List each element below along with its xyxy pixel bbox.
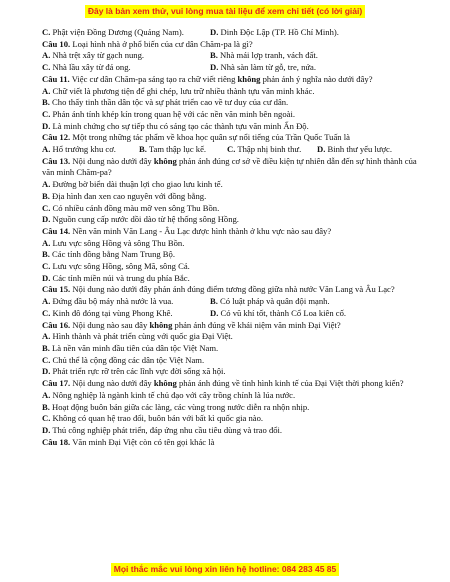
emphasis-text: không (153, 155, 177, 166)
question-11 (42, 74, 422, 86)
options-row (42, 144, 422, 156)
question-12 (42, 132, 422, 144)
option-label: C. (42, 413, 51, 424)
option-label: A. (42, 237, 51, 248)
emphasis-text: không (237, 73, 261, 84)
options-row (42, 62, 422, 74)
option-text: Chủ thể là cộng đồng các dân tộc Việt Nam. (52, 354, 205, 365)
option-b (42, 343, 422, 355)
question-number: Câu 10. (42, 38, 71, 49)
option-text: Là nền văn minh đầu tiên của dân tộc Việt Nam. (52, 342, 219, 353)
question-18 (42, 437, 422, 449)
option-label: A. (42, 50, 51, 61)
option-text: Có nhiều cánh đồng màu mỡ ven sông Thu Bồn. (52, 202, 220, 213)
option-text: Hổ trướng khu cơ. (52, 144, 116, 155)
option-text: Các tỉnh đồng bằng Nam Trung Bộ. (52, 249, 175, 260)
question-13 (42, 156, 422, 179)
question-content (42, 27, 422, 448)
option-label: B. (210, 296, 218, 307)
question-text: Nội dung nào dưới đây phản ánh đúng điểm tương đồng giữa nhà nước Văn Lang và Âu Lạc? (72, 284, 395, 295)
option-text: Nguồn cung cấp nước dồi dào từ hệ thống sông Hồng. (52, 214, 239, 225)
question-text: Nội dung nào dưới đây (72, 155, 154, 166)
question-10 (42, 39, 422, 51)
option-label: D. (210, 307, 219, 318)
option-label: C. (42, 202, 51, 213)
preview-notice-banner (0, 4, 450, 18)
option-c (42, 413, 422, 425)
option-text: Hình thành và phát triển cùng với quốc gia Đại Việt. (52, 331, 233, 342)
hotline-banner (0, 562, 450, 576)
option-text: Địa hình đan xen cao nguyên với đồng bằng. (52, 190, 207, 201)
option-text: Cho thấy tinh thần dân tộc và sự phát triển cao về tư duy của cư dân. (52, 97, 289, 108)
option-text: Nông nghiệp là ngành kinh tế chủ đạo với cây trồng chính là lúa nước. (52, 389, 296, 400)
option-text: Chữ viết là phương tiện để ghi chép, lưu trữ nhiều thành tựu văn minh khác. (52, 85, 315, 96)
option-label: B. (42, 190, 50, 201)
emphasis-text: không (149, 319, 173, 330)
preview-notice-text: Đây là bản xem thử, vui lòng mua tài liệu để xem chi tiết (có lời giải) (85, 5, 365, 18)
option-text: Thủ công nghiệp phát triển, đáp ứng nhu cầu tiêu dùng và trao đổi. (52, 424, 283, 435)
option-b (42, 97, 422, 109)
option-c (42, 109, 422, 121)
option-d (42, 366, 422, 378)
question-number: Câu 17. (42, 378, 71, 389)
question-text: phản ánh ý nghĩa nào dưới đây? (260, 73, 373, 84)
option-label: C. (227, 144, 236, 155)
option-label: D. (42, 272, 51, 283)
option-text: Là minh chứng cho sự tiếp thu có sáng tạo các thành tựu văn minh Ấn Độ. (52, 120, 309, 131)
option-label: C. (42, 27, 51, 37)
option-label: C. (42, 108, 51, 119)
option-label: B. (139, 144, 147, 155)
option-text: Nhà sàn làm từ gỗ, tre, nứa. (220, 62, 316, 73)
option-text: Dinh Độc Lập (TP. Hồ Chí Minh). (220, 27, 339, 37)
option-text: Nhà trệt xây từ gạch nung. (52, 50, 145, 61)
option-a (42, 331, 422, 343)
question-number: Câu 13. (42, 155, 71, 166)
option-label: C. (42, 307, 51, 318)
option-b (42, 402, 422, 414)
option-c (42, 355, 422, 367)
option-label: B. (210, 50, 218, 61)
option-label: A. (42, 296, 51, 307)
option-text: Đường bờ biển dài thuận lợi cho giao lưu kinh tế. (52, 179, 223, 190)
question-text: phản ánh đúng cơ sở về điều kiện tự nhiên dẫn đến sự hình thành của văn minh Chăm-pa? (42, 155, 417, 178)
question-text: Văn minh Đại Việt còn có tên gọi khác là (72, 436, 215, 447)
option-c (42, 203, 422, 215)
option-label: D. (42, 366, 51, 377)
option-a (42, 179, 422, 191)
option-text: Binh thư yếu lược. (327, 144, 392, 155)
question-number: Câu 15. (42, 284, 71, 295)
option-d (42, 273, 422, 285)
option-label: D. (317, 144, 326, 155)
question-number: Câu 16. (42, 319, 71, 330)
option-label: A. (42, 144, 51, 155)
question-14 (42, 226, 422, 238)
options-row (42, 308, 422, 320)
option-label: D. (210, 62, 219, 73)
question-number: Câu 12. (42, 132, 71, 143)
question-text: Việc cư dân Chăm-pa sáng tạo ra chữ viết riêng (71, 73, 238, 84)
question-text: Nội dung nào sau đây (72, 319, 150, 330)
option-text: Tam thập lục kế. (148, 144, 207, 155)
option-label: B. (42, 401, 50, 412)
option-text: Nhà mái lợp tranh, vách đất. (220, 50, 318, 61)
question-text: phản ánh đúng về khái niệm văn minh Đại Việt? (172, 319, 341, 330)
option-label: A. (42, 389, 51, 400)
option-text: Thập nhị binh thư. (237, 144, 302, 155)
question-15 (42, 284, 422, 296)
previous-question-options (42, 27, 422, 39)
option-label: D. (210, 27, 219, 37)
option-label: A. (42, 179, 51, 190)
option-d (42, 214, 422, 226)
option-c (42, 261, 422, 273)
option-b (42, 191, 422, 203)
option-text: Nhà lầu xây từ đá ong. (52, 62, 131, 73)
option-text: Có luật pháp và quân đội mạnh. (220, 296, 330, 307)
option-text: Phản ánh tính khép kín trong quan hệ với các nền văn minh bên ngoài. (52, 108, 296, 119)
option-text: Phát triển rực rỡ trên các lĩnh vực đời sống xã hội. (52, 366, 226, 377)
option-label: C. (42, 354, 51, 365)
option-text: Lưu vực sông Hồng và sông Thu Bồn. (52, 237, 185, 248)
option-b (42, 249, 422, 261)
question-number: Câu 14. (42, 225, 71, 236)
option-label: D. (42, 424, 51, 435)
question-text: Nội dung nào dưới đây (72, 378, 154, 389)
hotline-text: Mọi thắc mắc vui lòng xin liên hệ hotline: 084 283 45 85 (111, 563, 340, 576)
question-number: Câu 18. (42, 436, 71, 447)
option-text: Lưu vực sông Hồng, sông Mã, sông Cả. (52, 261, 190, 272)
option-a (42, 238, 422, 250)
options-row (42, 50, 422, 62)
option-label: C. (42, 261, 51, 272)
option-a (42, 390, 422, 402)
option-text: Kinh đô đóng tại vùng Phong Khê. (52, 307, 173, 318)
option-d (42, 121, 422, 133)
option-a (42, 86, 422, 98)
option-label: D. (42, 214, 51, 225)
options-row (42, 296, 422, 308)
question-text: Nền văn minh Văn Lang - Âu Lạc được hình thành ở khu vực nào sau đây? (72, 225, 332, 236)
option-label: B. (42, 342, 50, 353)
question-text: phản ánh đúng về tình hình kinh tế của Đại Việt thời phong kiến? (176, 378, 404, 389)
option-d (42, 425, 422, 437)
option-text: Hoạt động buôn bán giữa các làng, các vùng trong nước diễn ra nhộn nhịp. (52, 401, 310, 412)
question-16 (42, 320, 422, 332)
option-text: Có vũ khí tốt, thành Cổ Loa kiên cố. (220, 307, 347, 318)
question-17 (42, 378, 422, 390)
question-text: Một trong những tác phẩm về khoa học quân sự nổi tiếng của Trần Quốc Tuấn là (72, 132, 350, 143)
option-label: C. (42, 62, 51, 73)
option-text: Đứng đầu bộ máy nhà nước là vua. (52, 296, 174, 307)
option-label: A. (42, 331, 51, 342)
question-number: Câu 11. (42, 73, 70, 84)
option-text: Phật viện Đồng Dương (Quảng Nam). (52, 27, 184, 37)
option-text: Không có quan hệ trao đổi, buôn bán với bất kì quốc gia nào. (52, 413, 264, 424)
emphasis-text: không (153, 378, 177, 389)
option-label: A. (42, 85, 51, 96)
option-text: Các tỉnh miền núi và trung du phía Bắc. (52, 272, 190, 283)
option-label: D. (42, 120, 51, 131)
option-label: B. (42, 97, 50, 108)
option-label: B. (42, 249, 50, 260)
question-text: Loại hình nhà ở phổ biến của cư dân Chăm-pa là gì? (72, 38, 253, 49)
